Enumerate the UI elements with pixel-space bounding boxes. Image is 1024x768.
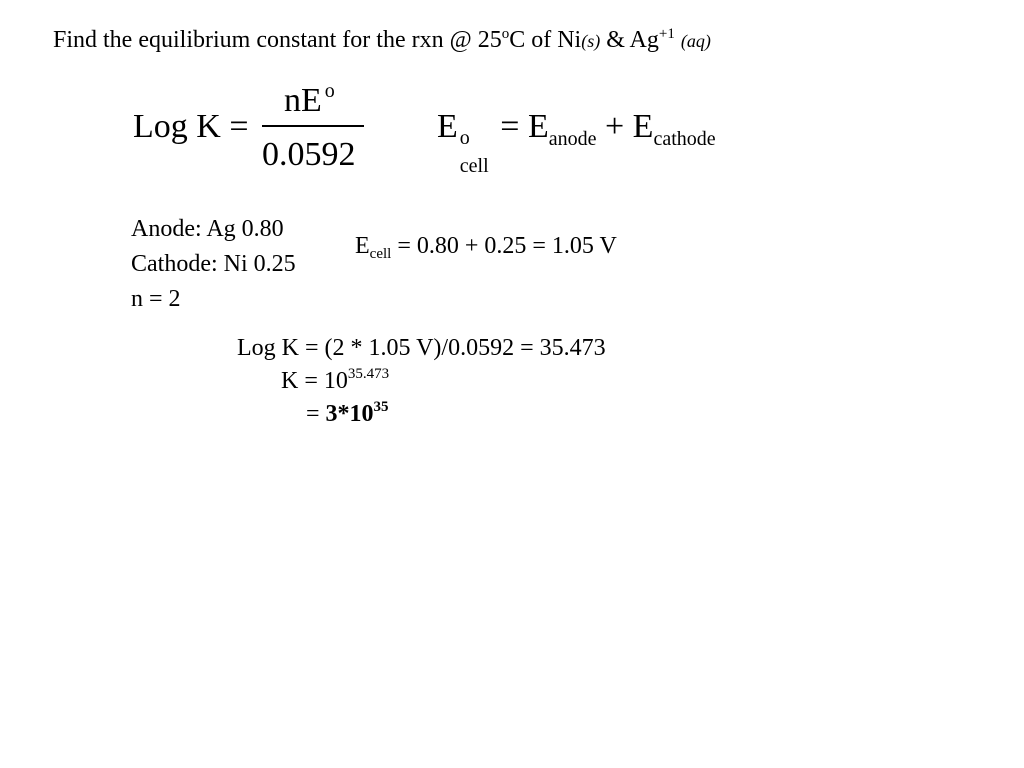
title-amp: & Ag bbox=[600, 27, 659, 53]
logk-calculation: Log K = (2 * 1.05 V)/0.0592 = 35.473 bbox=[237, 335, 606, 361]
ecell-formula bbox=[437, 108, 716, 177]
ecell-calc-expr: = 0.80 + 0.25 = 1.05 V bbox=[391, 233, 617, 259]
logk-formula-numerator bbox=[284, 82, 335, 120]
ecell-sub: cell bbox=[459, 155, 489, 177]
cathode-given: Cathode: Ni 0.25 bbox=[131, 251, 296, 277]
k-prefix: K = 10 bbox=[281, 368, 348, 394]
k-final-exponent: 35 bbox=[373, 399, 389, 415]
problem-statement bbox=[53, 26, 711, 54]
k-final-mantissa: 3*10 bbox=[325, 401, 374, 427]
logk-formula-lhs: Log K = bbox=[133, 108, 249, 145]
anode-given: Anode: Ag 0.80 bbox=[131, 216, 284, 242]
ecell-calc-sub: cell bbox=[369, 246, 392, 262]
cathode-sub: cathode bbox=[653, 128, 716, 150]
k-exponent: 35.473 bbox=[347, 366, 390, 382]
numerator-sup: o bbox=[324, 80, 335, 102]
phase-aqueous: (aq) bbox=[680, 31, 711, 51]
ecell-E: E bbox=[437, 108, 458, 145]
ecell-calculation bbox=[355, 233, 617, 260]
numerator-text: nE bbox=[284, 82, 322, 119]
k-expression bbox=[281, 368, 389, 395]
k-final-answer bbox=[306, 401, 389, 428]
ion-charge: +1 bbox=[658, 26, 675, 42]
fraction-bar bbox=[262, 125, 364, 127]
degree-symbol: o bbox=[501, 26, 510, 42]
ecell-sup: o bbox=[459, 127, 470, 149]
anode-sub: anode bbox=[548, 128, 597, 150]
title-mid: C of Ni bbox=[509, 27, 582, 53]
plus-e: + E bbox=[605, 108, 654, 145]
k-final-prefix: = bbox=[306, 401, 326, 427]
ecell-calc-E: E bbox=[355, 233, 370, 259]
title-prefix: Find the equilibrium constant for the rxn @ 25 bbox=[53, 27, 502, 53]
phase-solid: (s) bbox=[581, 31, 601, 51]
logk-formula-denominator: 0.0592 bbox=[262, 136, 356, 173]
ecell-equals-e: = E bbox=[500, 108, 549, 145]
electrons-given: n = 2 bbox=[131, 286, 181, 312]
